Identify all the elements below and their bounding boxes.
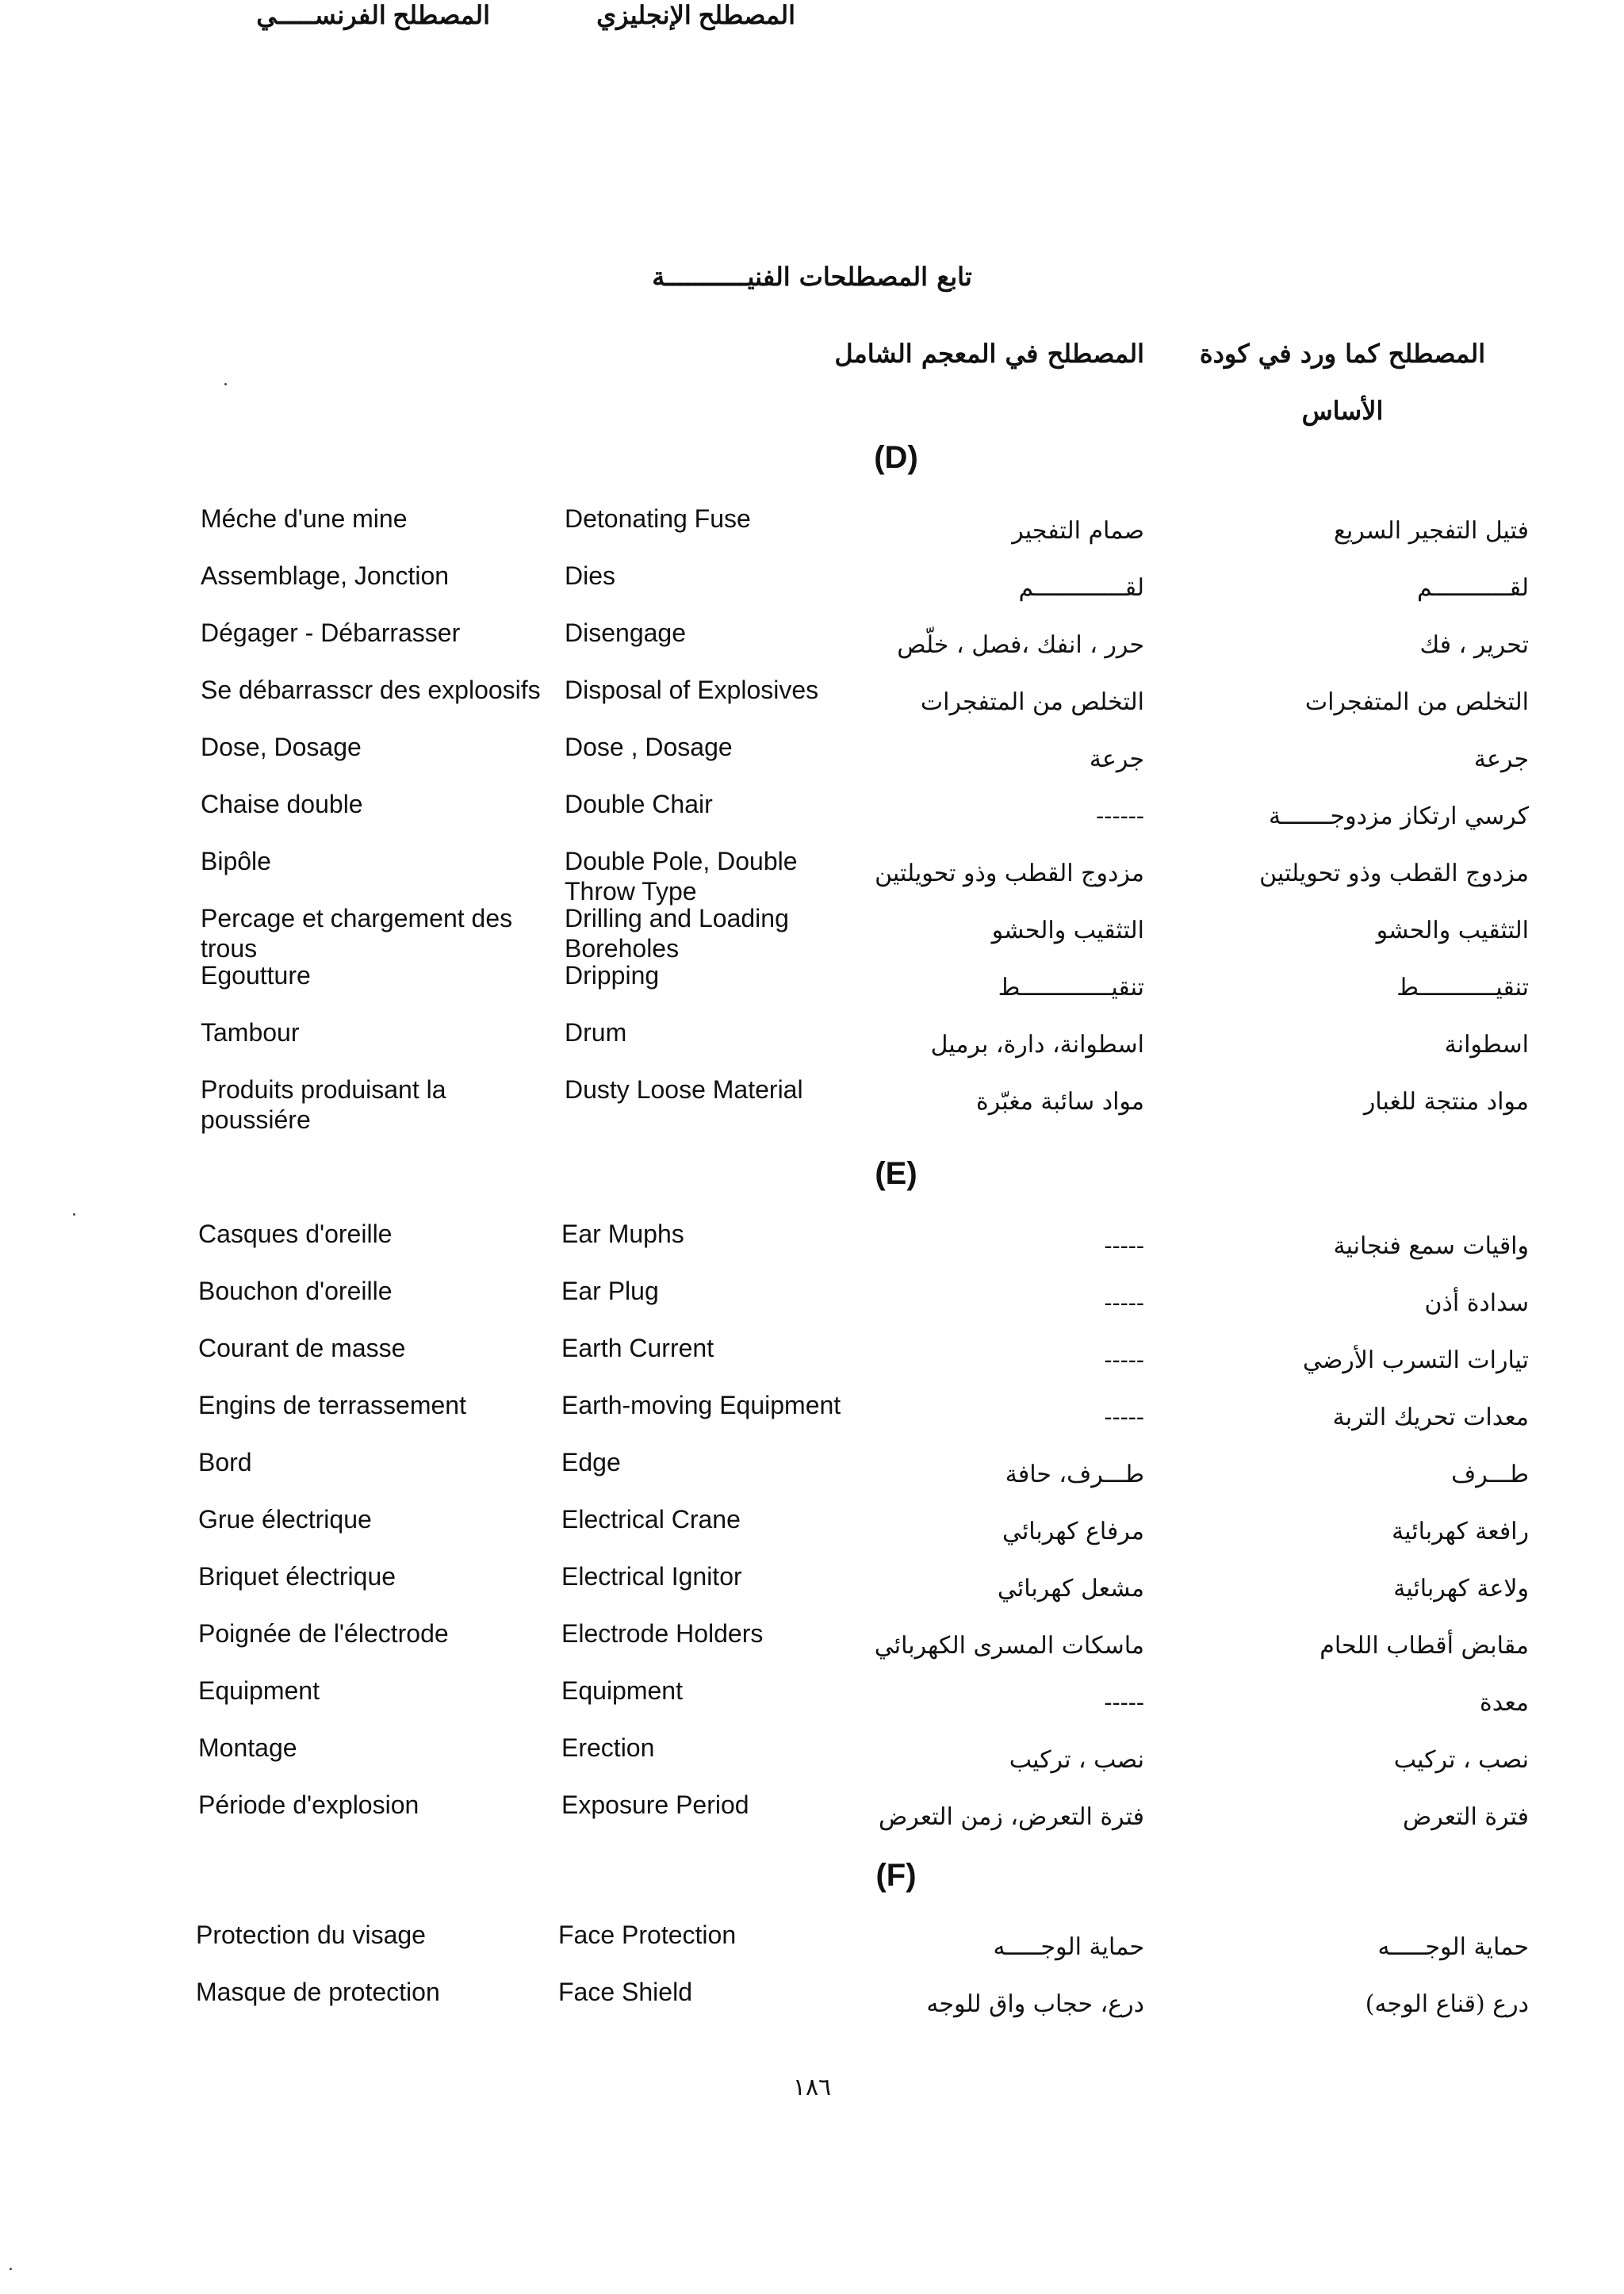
table-row: [0, 618, 1624, 675]
arabic-comprehensive-term: مشعل كهربائي: [997, 1575, 1144, 1603]
column-header-english: المصطلح الإنجليزي: [596, 1, 795, 29]
table-row: [0, 1977, 1624, 2034]
arabic-comprehensive-term: حماية الوجـــــه: [993, 1933, 1144, 1961]
english-term: Erection: [561, 1733, 655, 1762]
french-term: Tambour: [201, 1018, 300, 1047]
arabic-comprehensive-term: نصب ، تركيب: [1009, 1746, 1144, 1774]
french-term: Bord: [198, 1448, 252, 1476]
arabic-basic-term: طـــرف: [1451, 1461, 1529, 1488]
arabic-basic-term: معدة: [1479, 1689, 1529, 1717]
arabic-basic-term: تيارات التسرب الأرضي: [1302, 1346, 1529, 1374]
english-term: Earth-moving Equipment: [561, 1391, 841, 1419]
section-letter: (D): [874, 440, 918, 475]
french-term: Dose, Dosage: [201, 733, 362, 761]
arabic-basic-term: فتيل التفجير السريع: [1333, 517, 1529, 545]
arabic-comprehensive-term: فترة التعرض، زمن التعرض: [879, 1803, 1144, 1831]
table-row: [0, 1447, 1624, 1504]
table-row: [0, 675, 1624, 732]
table-row: [0, 732, 1624, 789]
table-row: [0, 846, 1624, 906]
table-row: [0, 1276, 1624, 1333]
english-term: Disposal of Explosives: [565, 676, 819, 704]
french-term: Produits produisant la poussiére: [201, 1075, 446, 1134]
table-row: [0, 903, 1624, 963]
table-row: [0, 1390, 1624, 1447]
english-term: Face Protection: [558, 1921, 737, 1949]
french-term: Bouchon d'oreille: [198, 1277, 393, 1305]
english-term: Electrical Ignitor: [561, 1562, 742, 1591]
arabic-basic-term: اسطوانة: [1444, 1031, 1529, 1059]
page-title: تابع المصطلحات الفنيـــــــــــة: [652, 262, 972, 292]
table-row: [0, 1618, 1624, 1676]
english-term: Double Pole, Double Throw Type: [565, 847, 798, 906]
arabic-comprehensive-term: صمام التفجير: [1012, 517, 1144, 545]
french-term: Poignée de l'électrode: [198, 1619, 449, 1648]
table-row: [0, 504, 1624, 561]
arabic-basic-term: التثقيب والحشو: [1376, 917, 1529, 944]
arabic-basic-term: نصب ، تركيب: [1393, 1746, 1529, 1774]
arabic-comprehensive-term: حرر ، انفك ،فصل ، خلّص: [897, 631, 1144, 659]
french-term: Se débarrasscr des exploosifs: [201, 676, 541, 704]
arabic-basic-term: مواد منتجة للغبار: [1363, 1088, 1529, 1116]
arabic-basic-term: مزدوج القطب وذو تحويلتين: [1259, 860, 1529, 887]
arabic-basic-term: فترة التعرض: [1402, 1803, 1529, 1831]
stray-mark: [224, 383, 227, 385]
arabic-basic-term: ولاعة كهربائية: [1393, 1575, 1529, 1603]
table-row: [0, 1017, 1624, 1074]
arabic-basic-term: التخلص من المتفجرات: [1304, 688, 1529, 716]
french-term: Masque de protection: [196, 1978, 440, 2006]
english-term: Detonating Fuse: [565, 504, 751, 533]
french-term: Dégager - Débarrasser: [201, 618, 461, 647]
arabic-basic-term: جرعة: [1473, 745, 1529, 773]
english-term: Edge: [561, 1448, 621, 1476]
french-term: Période d'explosion: [198, 1790, 419, 1819]
french-term: Méche d'une mine: [201, 504, 408, 533]
stray-mark: [10, 2268, 12, 2270]
arabic-basic-term: سدادة أذن: [1424, 1289, 1529, 1317]
arabic-basic-term: درع (قناع الوجه): [1365, 1990, 1529, 2018]
arabic-comprehensive-term: درع، حجاب واق للوجه: [926, 1990, 1144, 2018]
arabic-comprehensive-term: -----: [1104, 1346, 1144, 1374]
arabic-comprehensive-term: لقـــــــــــــم: [1018, 574, 1144, 602]
english-term: Ear Plug: [561, 1277, 659, 1305]
arabic-comprehensive-term: طـــرف، حافة: [1005, 1461, 1144, 1488]
arabic-basic-term: معدات تحريك التربة: [1332, 1404, 1529, 1431]
table-row: [0, 1733, 1624, 1790]
english-term: Dusty Loose Material: [565, 1075, 803, 1104]
table-row: [0, 789, 1624, 846]
english-term: Drilling and Loading Boreholes: [565, 904, 789, 963]
arabic-comprehensive-term: -----: [1104, 1232, 1144, 1260]
column-header-arabic-basic: المصطلح كما ورد في كودة الأساس: [1199, 339, 1486, 426]
french-term: Briquet électrique: [198, 1562, 396, 1591]
french-term: Grue électrique: [198, 1505, 372, 1534]
stray-mark: [73, 1213, 75, 1216]
section-letter: (F): [875, 1858, 917, 1893]
english-term: Electrical Crane: [561, 1505, 741, 1534]
arabic-comprehensive-term: -----: [1104, 1689, 1144, 1717]
column-header-arabic-comprehensive: المصطلح في المعجم الشامل: [834, 339, 1144, 369]
table-row: [0, 1504, 1624, 1561]
arabic-comprehensive-term: التخلص من المتفجرات: [920, 688, 1144, 716]
english-term: Face Shield: [558, 1978, 692, 2006]
french-term: Equipment: [198, 1676, 320, 1705]
table-row: [0, 1333, 1624, 1390]
arabic-basic-term: حماية الوجـــــه: [1377, 1933, 1529, 1961]
english-term: Earth Current: [561, 1334, 714, 1362]
arabic-comprehensive-term: ------: [1096, 802, 1144, 830]
french-term: Assemblage, Jonction: [201, 561, 450, 590]
table-row: [0, 561, 1624, 618]
french-term: Casques d'oreille: [198, 1220, 393, 1248]
page-number: ١٨٦: [792, 2074, 832, 2101]
english-term: Double Chair: [565, 790, 713, 818]
french-term: Montage: [198, 1733, 297, 1762]
arabic-comprehensive-term: جرعة: [1089, 745, 1144, 773]
arabic-comprehensive-term: مواد سائبة مغبّرة: [976, 1088, 1144, 1116]
arabic-basic-term: رافعة كهربائية: [1392, 1518, 1529, 1545]
english-term: Dose , Dosage: [565, 733, 733, 761]
table-row: [0, 1219, 1624, 1276]
english-term: Electrode Holders: [561, 1619, 764, 1648]
arabic-comprehensive-term: تنقيـــــــــــــط: [998, 974, 1144, 1001]
french-term: Bipôle: [201, 847, 271, 875]
english-term: Disengage: [565, 618, 686, 647]
table-row: [0, 960, 1624, 1017]
arabic-basic-term: لقـــــــــــم: [1417, 574, 1529, 602]
arabic-comprehensive-term: -----: [1104, 1404, 1144, 1431]
arabic-comprehensive-term: اسطوانة، دارة، برميل: [930, 1031, 1144, 1059]
arabic-comprehensive-term: مرفاع كهربائي: [1002, 1518, 1144, 1545]
arabic-basic-term: واقيات سمع فنجانية: [1333, 1232, 1529, 1260]
french-term: Courant de masse: [198, 1334, 406, 1362]
table-row: [0, 1074, 1624, 1132]
english-term: Drum: [565, 1018, 627, 1047]
french-term: Chaise double: [201, 790, 363, 818]
french-term: Protection du visage: [196, 1921, 426, 1949]
english-term: Dripping: [565, 961, 660, 990]
table-row: [0, 1790, 1624, 1847]
english-term: Exposure Period: [561, 1790, 749, 1819]
table-row: [0, 1676, 1624, 1733]
arabic-comprehensive-term: التثقيب والحشو: [991, 917, 1144, 944]
french-term: Engins de terrassement: [198, 1391, 466, 1419]
english-term: Dies: [565, 561, 616, 590]
table-row: [0, 1920, 1624, 1977]
french-term: Percage et chargement des trous: [201, 904, 513, 963]
arabic-comprehensive-term: مزدوج القطب وذو تحويلتين: [875, 860, 1144, 887]
arabic-basic-term: مقابض أقطاب اللحام: [1320, 1632, 1529, 1660]
table-row: [0, 1561, 1624, 1618]
arabic-comprehensive-term: -----: [1104, 1289, 1144, 1317]
arabic-comprehensive-term: ماسكات المسرى الكهربائي: [874, 1632, 1144, 1660]
column-header-french: المصطلح الفرنســـــي: [256, 1, 490, 29]
arabic-basic-term: كرسي ارتكاز مزدوجـــــــة: [1268, 802, 1529, 830]
english-term: Equipment: [561, 1676, 683, 1705]
french-term: Egoutture: [201, 961, 311, 990]
english-term: Ear Muphs: [561, 1220, 684, 1248]
section-letter: (E): [875, 1156, 917, 1191]
arabic-basic-term: تنقيـــــــــــط: [1396, 974, 1529, 1001]
arabic-basic-term: تحرير ، فك: [1419, 631, 1529, 659]
